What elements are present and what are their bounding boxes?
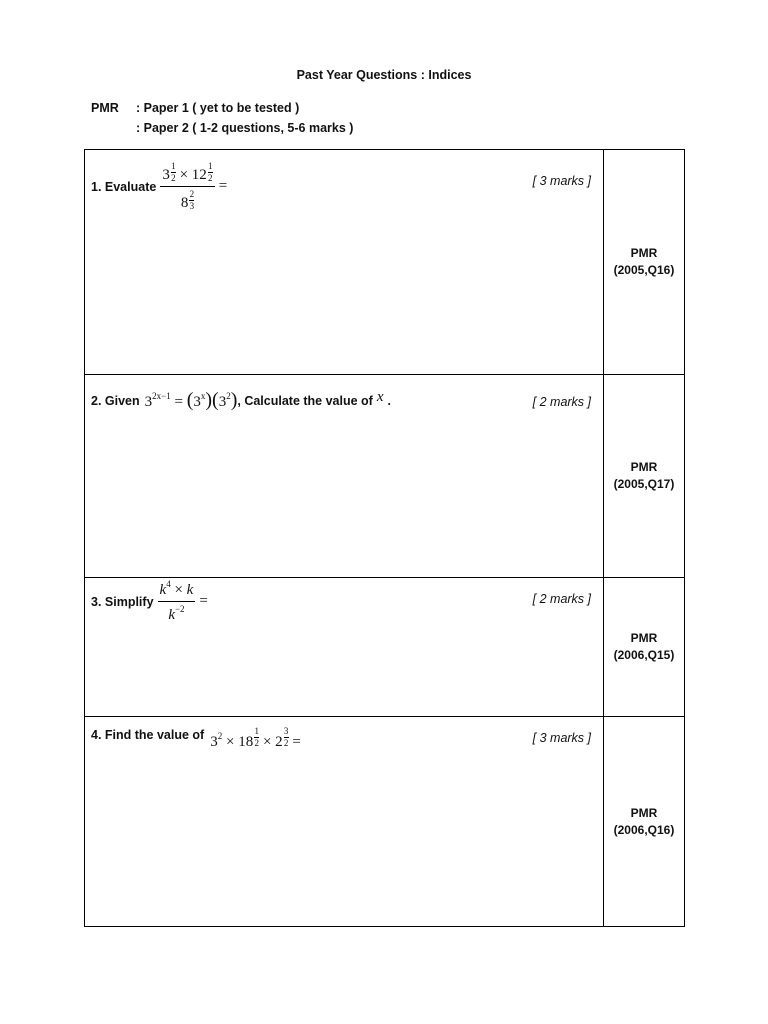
- question-suffix: , Calculate the value of: [237, 393, 373, 408]
- math-expression: $3^{2x-1} = (3^x)(3^2)$: [144, 389, 238, 411]
- source-cell: [604, 578, 685, 717]
- questions-table: [84, 149, 685, 927]
- math-fraction: $\frac{k^4 \times k}{k^{-2}}$: [159, 579, 194, 623]
- question-text: [91, 162, 227, 211]
- source-exam: PMR: [630, 805, 658, 820]
- page-title: Past Year Questions : Indices: [296, 68, 472, 82]
- source-cell: [604, 375, 685, 578]
- question-end: .: [387, 393, 391, 408]
- marks-label: [ 3 marks ]: [532, 731, 591, 745]
- question-prefix: 1. Evaluate: [91, 179, 157, 194]
- source-cell: [604, 717, 685, 927]
- variable-x: x: [376, 389, 384, 405]
- question-text: [91, 389, 391, 412]
- paper2-info: : Paper 2 ( 1-2 questions, 5-6 marks ): [136, 121, 354, 135]
- marks-label: [ 3 marks ]: [532, 174, 591, 188]
- question-text: [91, 723, 301, 750]
- math-fraction: 3 $\frac{1}{2}$ × 12 $\frac{1}{2}$ 8 $\frac{2}{3}$: [160, 162, 214, 211]
- question-row: [85, 375, 685, 578]
- equals-sign: =: [199, 593, 208, 609]
- source-year: (2006,Q15): [613, 648, 675, 662]
- source-exam: PMR: [630, 631, 658, 645]
- question-row: [85, 578, 685, 717]
- question-cell: [85, 375, 604, 578]
- source-exam: PMR: [630, 460, 658, 474]
- source-cell: [604, 150, 685, 375]
- equals-sign: =: [218, 178, 228, 194]
- math-expression: $3^2 \times 18$ $\frac{1}{2}$ × 2 $\frac{3}{2}$ =: [210, 726, 301, 750]
- question-text: [91, 580, 208, 623]
- source-year: (2005,Q16): [613, 263, 675, 277]
- question-cell: [85, 150, 604, 375]
- source-year: (2005,Q17): [613, 477, 675, 491]
- marks-label: [ 2 marks ]: [532, 395, 591, 409]
- source-year: (2006,Q16): [613, 822, 675, 837]
- question-row: [85, 717, 685, 927]
- question-prefix: 3. Simplify: [91, 594, 154, 609]
- question-cell: [85, 578, 604, 717]
- question-prefix: 4. Find the value of: [91, 728, 205, 742]
- paper1-info: : Paper 1 ( yet to be tested ): [136, 101, 300, 115]
- source-exam: PMR: [630, 246, 658, 260]
- marks-label: [ 2 marks ]: [532, 592, 591, 606]
- question-row: [85, 150, 685, 375]
- question-cell: [85, 717, 604, 927]
- question-prefix: 2. Given: [91, 393, 140, 408]
- header-label: PMR: [91, 101, 119, 115]
